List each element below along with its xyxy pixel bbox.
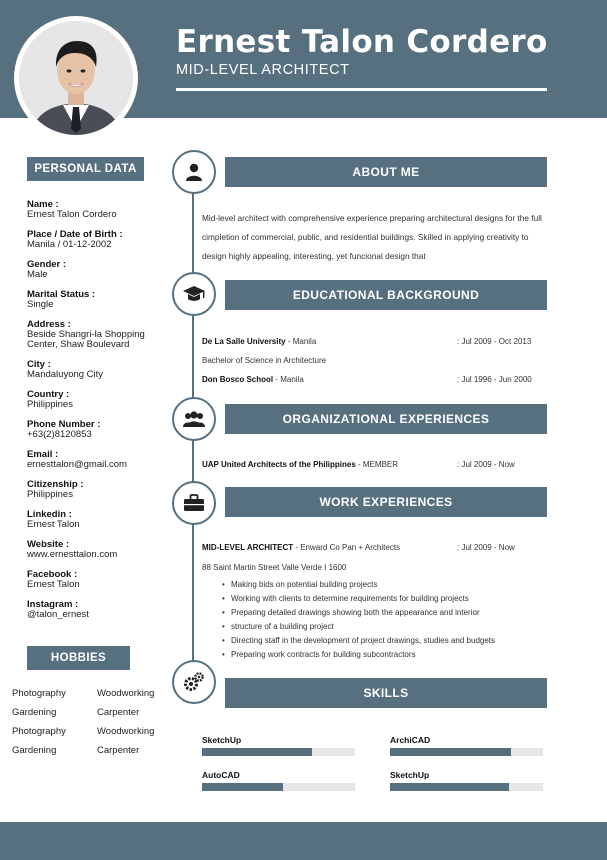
pd-name: [27, 200, 177, 230]
skill-track: [390, 783, 543, 791]
school-place: - Manila: [285, 337, 317, 346]
footer-band: [0, 822, 607, 860]
skill-fill: [202, 748, 312, 756]
pd-marital: [27, 290, 177, 320]
pd-linkedin: [27, 510, 177, 540]
skill-item: [390, 735, 543, 756]
school-name: De La Salle University: [202, 337, 286, 346]
work-address: 88 Saint Martin Street Valle Verde I 1600: [202, 563, 347, 572]
pd-instagram: [27, 600, 177, 630]
degree-name: Bachelor of Science in Architecture: [202, 356, 327, 365]
hobby-item: Woodworking: [97, 726, 155, 737]
about-text: Mid-level architect with comprehensive experience preparing architectural designs for the full cimpletion of commercial, public, and residential buildings. Skilled in applying creativity to design highly appealing, interesting, yet funcional design that: [202, 213, 542, 261]
duty-item: • Working with clients to determine requirements for building projects: [222, 592, 542, 606]
pd-citizenship: [27, 480, 177, 510]
pd-label: Country :: [27, 389, 70, 400]
pd-label: Email :: [27, 449, 59, 460]
pd-value: Ernest Talon Cordero: [27, 209, 117, 220]
pd-value: Male: [27, 269, 48, 280]
candidate-name: Ernest Talon Cordero: [176, 24, 548, 60]
skill-track: [202, 783, 355, 791]
work-heading: WORK EXPERIENCES: [225, 487, 547, 517]
organization-dates: : Jul 2009 - Now: [457, 460, 515, 469]
pd-address: [27, 320, 177, 360]
pd-label: Instagram :: [27, 599, 79, 610]
pd-email: [27, 450, 177, 480]
duty-item: • Directing staff in the development of project drawings, studies and budgets: [222, 634, 542, 648]
education-entry: [202, 337, 316, 346]
pd-label: Marital Status :: [27, 289, 96, 300]
hobby-item: Woodworking: [97, 688, 155, 699]
pd-label: Address :: [27, 319, 71, 330]
hobby-item: Photography: [12, 726, 66, 737]
duty-continuation: structure of a building project: [231, 622, 334, 631]
pd-value: ernesttalon@gmail.com: [27, 459, 127, 470]
pd-value: www.ernesttalon.com: [27, 549, 118, 560]
duty-item-continued: [222, 620, 542, 634]
duty-item: • Preparing detailed drawings showing both the appearance and interior: [222, 606, 542, 620]
user-icon: [172, 150, 216, 194]
pd-label: Phone Number :: [27, 419, 101, 430]
duty-item: • Making bids on potential building projects: [222, 578, 542, 592]
pd-value: Center, Shaw Boulevard: [27, 339, 130, 350]
organizations-heading: ORGANIZATIONAL EXPERIENCES: [225, 404, 547, 434]
skill-item: [202, 735, 355, 756]
work-dates: : Jul 2009 - Now: [457, 543, 515, 552]
pd-country: [27, 390, 177, 420]
hobbies-heading: HOBBIES: [27, 646, 130, 670]
pd-label: Website :: [27, 539, 70, 550]
skill-fill: [202, 783, 283, 791]
pd-value: Ernest Talon: [27, 579, 80, 590]
personal-data-heading: PERSONAL DATA: [27, 157, 144, 181]
title-underline: [176, 88, 547, 91]
skill-item: [202, 770, 355, 791]
pd-value: Philippines: [27, 399, 73, 410]
duty-item: • Preparing work contracts for building subcontractors: [222, 648, 542, 662]
skill-item: [390, 770, 543, 791]
education-entry: [202, 375, 304, 384]
skill-track: [390, 748, 543, 756]
school-name: Don Bosco School: [202, 375, 274, 384]
gears-icon: [172, 660, 216, 704]
work-position: MID-LEVEL ARCHITECT: [202, 543, 294, 552]
pd-value: Philippines: [27, 489, 73, 500]
personal-data-list: [27, 200, 177, 630]
pd-value: +63(2)8120853: [27, 429, 92, 440]
education-dates: : Jul 2009 - Oct 2013: [457, 337, 532, 346]
work-duties: [222, 578, 542, 662]
hobby-item: Carpenter: [97, 745, 140, 756]
hobby-item: Carpenter: [97, 707, 140, 718]
skill-name: AutoCAD: [202, 770, 240, 780]
pd-website: [27, 540, 177, 570]
skill-name: SketchUp: [202, 735, 242, 745]
about-heading: ABOUT ME: [225, 157, 547, 187]
pd-label: Name :: [27, 199, 59, 210]
organization-entry: [202, 460, 398, 469]
organization-role: - MEMBER: [355, 460, 399, 469]
education-dates: : Jul 1996 - Jun 2000: [457, 375, 532, 384]
pd-gender: [27, 260, 177, 290]
work-company: - Enward Co Pan + Architects: [293, 543, 401, 552]
pd-birth: [27, 230, 177, 260]
pd-value: Single: [27, 299, 54, 310]
candidate-title: MID-LEVEL ARCHITECT: [176, 62, 350, 78]
skill-name: ArchiCAD: [390, 735, 431, 745]
skill-name: SketchUp: [390, 770, 430, 780]
pd-value: Ernest Talon: [27, 519, 80, 530]
school-place: - Manila: [273, 375, 304, 384]
hobby-item: Gardening: [12, 707, 57, 718]
skill-fill: [390, 748, 511, 756]
work-entry: [202, 543, 400, 552]
group-icon: [172, 397, 216, 441]
pd-label: Place / Date of Birth :: [27, 229, 123, 240]
pd-label: Gender :: [27, 259, 67, 270]
hobby-item: Photography: [12, 688, 66, 699]
graduation-cap-icon: [172, 272, 216, 316]
hobby-item: Gardening: [12, 745, 57, 756]
pd-facebook: [27, 570, 177, 600]
skill-track: [202, 748, 355, 756]
education-heading: EDUCATIONAL BACKGROUND: [225, 280, 547, 310]
pd-value: Manila / 01-12-2002: [27, 239, 112, 250]
hobbies-list: [12, 688, 172, 756]
pd-value: Beside Shangri-la Shopping: [27, 329, 145, 340]
pd-label: Citizenship :: [27, 479, 84, 490]
briefcase-icon: [172, 481, 216, 525]
profile-photo: [14, 16, 138, 140]
portrait-illustration: [19, 21, 133, 135]
pd-phone: [27, 420, 177, 450]
pd-city: [27, 360, 177, 390]
pd-label: City :: [27, 359, 51, 370]
pd-value: @talon_ernest: [27, 609, 89, 620]
pd-label: Facebook :: [27, 569, 78, 580]
skill-fill: [390, 783, 509, 791]
organization-name: UAP United Architects of the Philippines: [202, 460, 356, 469]
skills-heading: SKILLS: [225, 678, 547, 708]
pd-value: Mandaluyong City: [27, 369, 104, 380]
pd-label: Linkedin :: [27, 509, 72, 520]
